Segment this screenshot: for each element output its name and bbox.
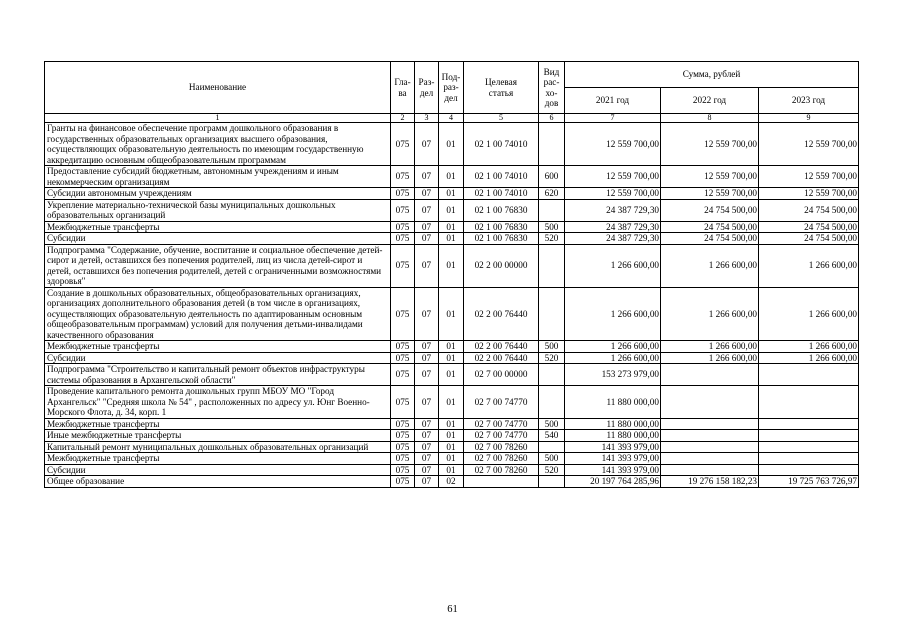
cell-glava: 075: [391, 464, 415, 476]
cell-razdel: 07: [415, 441, 439, 453]
cell-sum-2021: 1 266 600,00: [565, 341, 661, 353]
cell-razdel: 07: [415, 341, 439, 353]
cell-razdel: 07: [415, 221, 439, 233]
header-year-2023: 2023 год: [759, 88, 859, 114]
cell-podrazdel: 01: [439, 123, 464, 166]
cell-sum-2021: 11 880 000,00: [565, 430, 661, 442]
cell-target: 02 7 00 78260: [464, 464, 539, 476]
cell-sum-2022: 24 754 500,00: [661, 199, 759, 221]
table-row: [45, 221, 859, 233]
cell-target: 02 7 00 78260: [464, 453, 539, 465]
cell-sum-2022: 12 559 700,00: [661, 188, 759, 200]
cell-sum-2021: 1 266 600,00: [565, 287, 661, 341]
cell-vid: [539, 476, 565, 488]
cell-sum-2023: [759, 386, 859, 419]
table-row: [45, 453, 859, 465]
column-number: 7: [565, 114, 661, 123]
cell-sum-2021: 12 559 700,00: [565, 188, 661, 200]
cell-vid: 540: [539, 430, 565, 442]
column-number-row: [45, 114, 859, 123]
cell-podrazdel: 01: [439, 233, 464, 245]
cell-sum-2021: 1 266 600,00: [565, 352, 661, 364]
cell-name: Укрепление материально-технической базы муниципальных дошкольных образовательных организаций: [45, 199, 391, 221]
table-row: [45, 233, 859, 245]
cell-target: [464, 476, 539, 488]
cell-name: Межбюджетные трансферты: [45, 453, 391, 465]
cell-podrazdel: 01: [439, 166, 464, 188]
cell-target: 02 1 00 74010: [464, 166, 539, 188]
cell-name: Общее образование: [45, 476, 391, 488]
cell-podrazdel: 01: [439, 341, 464, 353]
cell-sum-2021: 153 273 979,00: [565, 364, 661, 386]
cell-podrazdel: 01: [439, 364, 464, 386]
header-year-2021: 2021 год: [565, 88, 661, 114]
cell-vid: [539, 364, 565, 386]
cell-sum-2021: 11 880 000,00: [565, 418, 661, 430]
cell-sum-2022: [661, 430, 759, 442]
cell-sum-2022: [661, 453, 759, 465]
cell-target: 02 1 00 76830: [464, 221, 539, 233]
header-sum: Сумма, рублей: [565, 62, 859, 88]
cell-glava: 075: [391, 341, 415, 353]
table-row: [45, 430, 859, 442]
cell-sum-2021: 12 559 700,00: [565, 166, 661, 188]
cell-podrazdel: 01: [439, 418, 464, 430]
cell-sum-2023: 24 754 500,00: [759, 233, 859, 245]
cell-name: Иные межбюджетные трансферты: [45, 430, 391, 442]
cell-sum-2022: 24 754 500,00: [661, 221, 759, 233]
header-name: Наименование: [45, 62, 391, 114]
cell-sum-2023: 12 559 700,00: [759, 188, 859, 200]
column-number: 1: [45, 114, 391, 123]
cell-target: 02 2 00 76440: [464, 287, 539, 341]
cell-sum-2021: 12 559 700,00: [565, 123, 661, 166]
header-razdel: Раз- дел: [415, 62, 439, 114]
cell-glava: 075: [391, 386, 415, 419]
cell-target: 02 7 00 74770: [464, 430, 539, 442]
cell-glava: 075: [391, 233, 415, 245]
cell-name: Создание в дошкольных образовательных, общеобразовательных организациях, организациях дополнительного образования детей (в том числе в организациях, осуществляющих образовательную деятельность по адаптированным основным общеобразовательным программам) условий для получения детьми-инвалидами качественного образования: [45, 287, 391, 341]
cell-razdel: 07: [415, 244, 439, 287]
cell-name: Проведение капитального ремонта дошкольных групп МБОУ МО "Город Архангельск" "Средняя школа № 54" , расположенных по адресу ул. Юнг Военно-Морского Флота, д. 34, корп. 1: [45, 386, 391, 419]
cell-sum-2022: 19 276 158 182,23: [661, 476, 759, 488]
cell-sum-2023: 12 559 700,00: [759, 166, 859, 188]
cell-target: 02 2 00 76440: [464, 341, 539, 353]
cell-target: 02 7 00 78260: [464, 441, 539, 453]
cell-glava: 075: [391, 418, 415, 430]
cell-glava: 075: [391, 476, 415, 488]
cell-podrazdel: 01: [439, 244, 464, 287]
cell-sum-2021: 20 197 764 285,96: [565, 476, 661, 488]
cell-glava: 075: [391, 123, 415, 166]
cell-podrazdel: 01: [439, 188, 464, 200]
cell-sum-2022: [661, 386, 759, 419]
cell-target: 02 7 00 74770: [464, 386, 539, 419]
table-row: [45, 364, 859, 386]
column-number: 8: [661, 114, 759, 123]
cell-vid: 520: [539, 464, 565, 476]
table-row: [45, 441, 859, 453]
cell-razdel: 07: [415, 386, 439, 419]
cell-sum-2023: [759, 464, 859, 476]
cell-sum-2023: [759, 418, 859, 430]
column-number: 3: [415, 114, 439, 123]
cell-razdel: 07: [415, 233, 439, 245]
cell-vid: 600: [539, 166, 565, 188]
cell-target: 02 2 00 00000: [464, 244, 539, 287]
cell-name: Межбюджетные трансферты: [45, 221, 391, 233]
cell-podrazdel: 02: [439, 476, 464, 488]
cell-name: Подпрограмма "Строительство и капитальный ремонт объектов инфраструктуры системы образования в Архангельской области": [45, 364, 391, 386]
cell-vid: 500: [539, 221, 565, 233]
header-glava: Гла- ва: [391, 62, 415, 114]
table-body: [45, 123, 859, 488]
cell-sum-2023: 24 754 500,00: [759, 199, 859, 221]
cell-target: 02 1 00 76830: [464, 233, 539, 245]
cell-razdel: 07: [415, 123, 439, 166]
cell-glava: 075: [391, 221, 415, 233]
cell-sum-2022: 1 266 600,00: [661, 341, 759, 353]
cell-target: 02 1 00 74010: [464, 123, 539, 166]
header-year-2022: 2022 год: [661, 88, 759, 114]
cell-glava: 075: [391, 244, 415, 287]
column-number: 2: [391, 114, 415, 123]
table-row: [45, 341, 859, 353]
cell-razdel: 07: [415, 166, 439, 188]
cell-podrazdel: 01: [439, 441, 464, 453]
cell-vid: 500: [539, 341, 565, 353]
cell-sum-2023: 1 266 600,00: [759, 287, 859, 341]
cell-vid: [539, 244, 565, 287]
cell-glava: 075: [391, 430, 415, 442]
cell-sum-2022: 1 266 600,00: [661, 287, 759, 341]
cell-podrazdel: 01: [439, 464, 464, 476]
cell-sum-2022: [661, 418, 759, 430]
cell-sum-2023: 1 266 600,00: [759, 352, 859, 364]
cell-sum-2021: 141 393 979,00: [565, 464, 661, 476]
cell-glava: 075: [391, 364, 415, 386]
cell-vid: [539, 287, 565, 341]
cell-vid: [539, 386, 565, 419]
cell-sum-2023: [759, 453, 859, 465]
cell-vid: 520: [539, 352, 565, 364]
cell-sum-2021: 11 880 000,00: [565, 386, 661, 419]
cell-name: Субсидии автономным учреждениям: [45, 188, 391, 200]
cell-razdel: 07: [415, 199, 439, 221]
cell-podrazdel: 01: [439, 199, 464, 221]
cell-sum-2023: 19 725 763 726,97: [759, 476, 859, 488]
cell-name: Гранты на финансовое обеспечение программ дошкольного образования в государственных образовательных организациях высшего образования, осуществляющих образовательную деятельность по имеющим государственную аккредитацию основным общеобразовательным программам: [45, 123, 391, 166]
cell-sum-2022: 24 754 500,00: [661, 233, 759, 245]
cell-podrazdel: 01: [439, 386, 464, 419]
cell-sum-2022: [661, 464, 759, 476]
cell-vid: 500: [539, 453, 565, 465]
cell-razdel: 07: [415, 464, 439, 476]
cell-sum-2023: 1 266 600,00: [759, 341, 859, 353]
cell-vid: [539, 199, 565, 221]
cell-razdel: 07: [415, 476, 439, 488]
cell-glava: 075: [391, 166, 415, 188]
table-row: [45, 244, 859, 287]
cell-podrazdel: 01: [439, 453, 464, 465]
cell-name: Субсидии: [45, 464, 391, 476]
cell-podrazdel: 01: [439, 430, 464, 442]
cell-razdel: 07: [415, 287, 439, 341]
cell-razdel: 07: [415, 418, 439, 430]
cell-glava: 075: [391, 352, 415, 364]
cell-podrazdel: 01: [439, 287, 464, 341]
cell-glava: 075: [391, 453, 415, 465]
cell-razdel: 07: [415, 188, 439, 200]
table-row: [45, 287, 859, 341]
cell-vid: 500: [539, 418, 565, 430]
cell-sum-2022: 1 266 600,00: [661, 244, 759, 287]
cell-target: 02 1 00 74010: [464, 188, 539, 200]
table-row: [45, 166, 859, 188]
header-vid: Вид рас- хо- дов: [539, 62, 565, 114]
table-row: [45, 386, 859, 419]
cell-target: 02 2 00 76440: [464, 352, 539, 364]
cell-podrazdel: 01: [439, 352, 464, 364]
cell-razdel: 07: [415, 364, 439, 386]
cell-sum-2021: 24 387 729,30: [565, 199, 661, 221]
header-podrazdel: Под- раз- дел: [439, 62, 464, 114]
header-target: Целевая статья: [464, 62, 539, 114]
cell-sum-2022: 12 559 700,00: [661, 123, 759, 166]
cell-name: Подпрограмма "Содержание, обучение, воспитание и социальное обеспечение детей-сирот и детей, оставшихся без попечения родителей, лиц из числа детей-сирот и детей, оставшихся без попечения родителей, детей с ограниченными возможностями здоровья": [45, 244, 391, 287]
cell-target: 02 7 00 00000: [464, 364, 539, 386]
column-number: 5: [464, 114, 539, 123]
cell-name: Межбюджетные трансферты: [45, 341, 391, 353]
table-row: [45, 199, 859, 221]
page-number: 61: [447, 604, 458, 615]
cell-sum-2023: [759, 441, 859, 453]
cell-sum-2022: 12 559 700,00: [661, 166, 759, 188]
cell-glava: 075: [391, 188, 415, 200]
cell-vid: 620: [539, 188, 565, 200]
column-number: 6: [539, 114, 565, 123]
cell-sum-2023: [759, 430, 859, 442]
cell-sum-2021: 1 266 600,00: [565, 244, 661, 287]
cell-name: Субсидии: [45, 352, 391, 364]
cell-target: 02 7 00 74770: [464, 418, 539, 430]
budget-table: [44, 61, 859, 488]
table-row: [45, 123, 859, 166]
table-row: [45, 352, 859, 364]
column-number: 4: [439, 114, 464, 123]
cell-podrazdel: 01: [439, 221, 464, 233]
table-row: [45, 464, 859, 476]
cell-glava: 075: [391, 441, 415, 453]
cell-target: 02 1 00 76830: [464, 199, 539, 221]
cell-name: Межбюджетные трансферты: [45, 418, 391, 430]
cell-sum-2023: 12 559 700,00: [759, 123, 859, 166]
cell-vid: 520: [539, 233, 565, 245]
cell-glava: 075: [391, 287, 415, 341]
cell-name: Предоставление субсидий бюджетным, автономным учреждениям и иным некоммерческим организациям: [45, 166, 391, 188]
cell-sum-2021: 141 393 979,00: [565, 453, 661, 465]
cell-sum-2023: 24 754 500,00: [759, 221, 859, 233]
table-header: [45, 62, 859, 123]
cell-vid: [539, 441, 565, 453]
cell-sum-2021: 141 393 979,00: [565, 441, 661, 453]
cell-vid: [539, 123, 565, 166]
cell-name: Капитальный ремонт муниципальных дошкольных образовательных организаций: [45, 441, 391, 453]
table-row: [45, 418, 859, 430]
cell-sum-2021: 24 387 729,30: [565, 233, 661, 245]
column-number: 9: [759, 114, 859, 123]
cell-sum-2021: 24 387 729,30: [565, 221, 661, 233]
cell-razdel: 07: [415, 430, 439, 442]
cell-glava: 075: [391, 199, 415, 221]
cell-razdel: 07: [415, 453, 439, 465]
table-row: [45, 188, 859, 200]
cell-sum-2023: [759, 364, 859, 386]
cell-name: Субсидии: [45, 233, 391, 245]
cell-sum-2022: [661, 364, 759, 386]
cell-razdel: 07: [415, 352, 439, 364]
cell-sum-2023: 1 266 600,00: [759, 244, 859, 287]
cell-sum-2022: 1 266 600,00: [661, 352, 759, 364]
table-row: [45, 476, 859, 488]
cell-sum-2022: [661, 441, 759, 453]
